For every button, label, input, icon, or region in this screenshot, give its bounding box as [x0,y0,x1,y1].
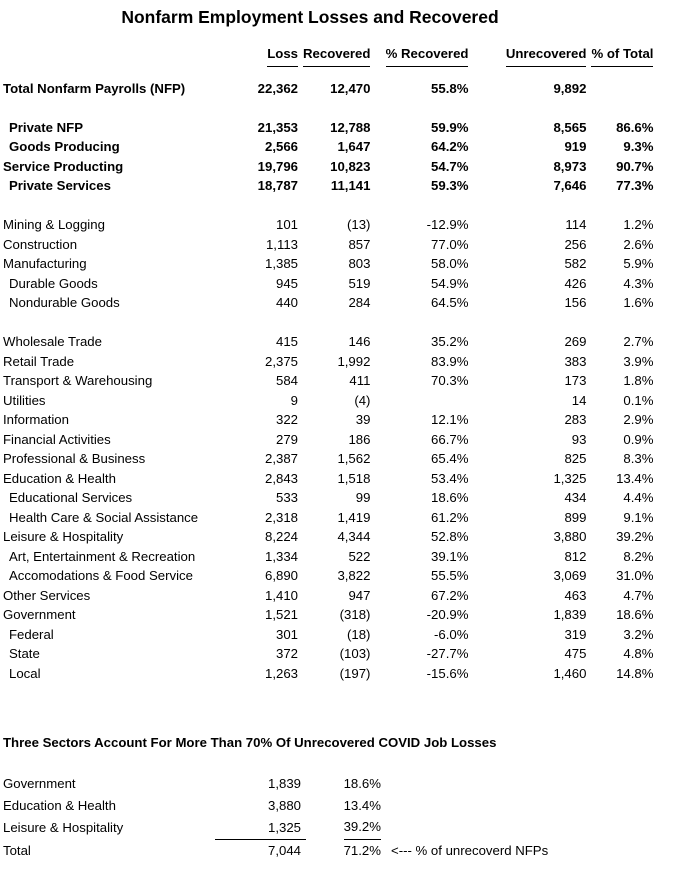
cell-recovered: 3,822 [337,568,371,583]
cell-recovered: 857 [348,236,371,252]
table-row [3,235,658,255]
cell-loss: 1,263 [264,665,298,681]
cell-pct-recovered: 55.8% [431,80,469,96]
row-label: Goods Producing [9,139,120,154]
table-row [3,176,658,196]
table-row [3,254,658,274]
cell-recovered: (18) [347,626,371,642]
cell-unrecovered: 919 [564,139,587,154]
cell-unrecovered: 812 [564,548,587,564]
cell-unrecovered: 383 [564,353,587,369]
cell-loss: 533 [275,490,298,505]
row-label: Transport & Warehousing [3,373,153,388]
cell-pct-of-total: 18.6% [616,607,654,622]
spacer-row [3,196,658,216]
summary-row-label: Education & Health [3,797,116,813]
row-label: Private Services [9,178,111,193]
table-row [3,352,658,372]
cell-pct-of-total: 2.6% [623,236,654,252]
cell-pct-recovered: 83.9% [431,353,469,369]
summary-cell-pct: 71.2% [343,842,381,858]
cell-recovered: 186 [348,431,371,447]
row-label: Educational Services [9,490,133,505]
cell-unrecovered: 156 [564,295,587,310]
cell-unrecovered: 269 [564,334,587,349]
row-label: Art, Entertainment & Recreation [9,548,196,564]
cell-pct-of-total: 77.3% [616,178,654,193]
spacer-row [3,313,658,333]
cell-loss: 301 [275,626,298,642]
table-row [3,293,658,313]
cell-recovered: 1,562 [337,451,371,466]
cell-pct-recovered: -27.7% [426,646,469,661]
cell-recovered: 803 [348,256,371,271]
cell-pct-of-total: 2.9% [623,412,654,427]
cell-pct-of-total: 90.7% [616,158,654,174]
table-row [3,79,658,99]
cell-pct-recovered: 54.7% [431,158,469,174]
cell-recovered: 519 [348,275,371,291]
summary-row-label: Government [3,776,76,791]
table-row [3,469,658,489]
row-label: Nondurable Goods [9,295,120,310]
summary-cell-value: 3,880 [267,797,301,813]
cell-pct-of-total: 1.6% [623,295,654,310]
table-row [3,410,658,430]
cell-unrecovered: 283 [564,412,587,427]
row-label: Durable Goods [9,275,98,291]
header-gap-row [3,67,658,79]
cell-unrecovered: 3,880 [553,529,587,544]
cell-recovered: 12,470 [330,80,371,96]
cell-loss: 2,566 [264,139,298,154]
cell-pct-of-total: 31.0% [616,568,654,583]
cell-loss: 9 [290,392,298,408]
cell-pct-recovered: 52.8% [431,529,469,544]
table-row [3,605,658,625]
cell-unrecovered: 7,646 [553,178,587,193]
cell-recovered: 1,647 [337,139,371,154]
cell-loss: 22,362 [257,80,298,96]
cell-loss: 2,387 [264,451,298,466]
cell-pct-recovered: 70.3% [431,373,469,388]
table-row [3,625,658,645]
cell-loss: 1,113 [265,236,298,252]
cell-recovered: 411 [349,373,371,388]
row-label: Financial Activities [3,431,111,447]
cell-pct-of-total: 1.8% [623,373,654,388]
cell-pct-of-total: 14.8% [616,665,654,681]
cell-loss: 415 [275,334,298,349]
cell-recovered: 39 [355,412,371,427]
summary-row [3,773,674,795]
row-label: Manufacturing [3,256,87,271]
col-header-unrecovered: Unrecovered [473,44,591,67]
cell-loss: 19,796 [257,158,298,174]
cell-recovered: (197) [339,665,371,681]
spacer-row [3,98,658,118]
table-row [3,137,658,157]
cell-loss: 945 [275,275,298,291]
cell-recovered: 1,992 [337,353,371,369]
cell-pct-of-total: 86.6% [616,119,654,135]
cell-recovered: 522 [348,548,371,564]
cell-pct-recovered: 35.2% [431,334,469,349]
cell-unrecovered: 475 [564,646,587,661]
cell-pct-recovered: 67.2% [431,587,469,603]
row-label: Federal [9,626,54,642]
row-label: Private NFP [9,119,84,135]
cell-unrecovered: 899 [564,509,587,525]
cell-loss: 21,353 [257,119,298,135]
cell-unrecovered: 1,460 [553,665,587,681]
summary-cell-value: 7,044 [267,843,301,858]
table-row [3,449,658,469]
row-label: Leisure & Hospitality [3,529,124,544]
table-row [3,157,658,177]
cell-loss: 322 [275,412,298,427]
cell-loss: 18,787 [257,178,298,193]
row-label: Wholesale Trade [3,334,102,349]
cell-pct-recovered [375,391,473,411]
cell-pct-recovered: 61.2% [431,509,469,525]
table-row [3,118,658,138]
summary-table [3,773,674,862]
cell-unrecovered: 825 [564,451,587,466]
cell-unrecovered: 173 [564,373,587,388]
summary-row-label: Leisure & Hospitality [3,820,124,835]
table-row [3,332,658,352]
summary-cell-note [384,795,674,817]
cell-pct-of-total: 5.9% [623,256,654,271]
table-row [3,566,658,586]
summary-row-label: Total [3,842,31,858]
cell-pct-recovered: 54.9% [431,275,469,291]
cell-pct-of-total: 4.4% [623,490,654,505]
row-label: Construction [3,236,78,252]
cell-pct-recovered: -6.0% [434,626,469,642]
cell-pct-of-total: 13.4% [616,470,654,486]
cell-pct-of-total: 0.9% [623,431,654,447]
table-row [3,586,658,606]
cell-pct-of-total: 2.7% [623,334,654,349]
cell-recovered: 947 [348,587,371,603]
cell-loss: 1,385 [264,256,298,271]
cell-recovered: 12,788 [330,119,371,135]
cell-pct-of-total: 4.8% [623,646,654,661]
cell-pct-recovered: 66.7% [431,431,469,447]
summary-cell-value: 1,839 [267,776,301,791]
cell-unrecovered: 319 [564,626,587,642]
cell-loss: 2,375 [264,353,298,369]
row-label: State [9,646,40,661]
cell-pct-recovered: -15.6% [426,665,469,681]
summary-row [3,795,674,817]
cell-loss: 372 [275,646,298,661]
cell-pct-recovered: 39.1% [431,548,469,564]
cell-unrecovered: 114 [565,217,587,232]
cell-pct-recovered: -20.9% [426,607,469,622]
row-label: Government [3,607,76,622]
cell-loss: 584 [275,373,298,388]
table-row [3,371,658,391]
cell-unrecovered: 1,839 [553,607,587,622]
cell-recovered: 4,344 [337,529,371,544]
col-header-pct-of-total: % of Total [591,44,658,67]
cell-recovered: (103) [339,646,371,661]
cell-loss: 2,318 [264,509,298,525]
cell-unrecovered: 582 [564,256,587,271]
cell-unrecovered: 463 [564,587,587,603]
cell-unrecovered: 256 [564,236,587,252]
cell-unrecovered: 14 [571,392,587,408]
cell-loss: 1,410 [264,587,298,603]
cell-loss: 8,224 [264,529,298,544]
col-header-pct-recovered: % Recovered [375,44,473,67]
cell-pct-recovered: 55.5% [431,568,469,583]
row-label: Total Nonfarm Payrolls (NFP) [3,80,186,96]
table-row [3,547,658,567]
summary-heading: Three Sectors Account For More Than 70% Of Unrecovered COVID Job Losses [3,735,497,750]
row-label: Accomodations & Food Service [9,568,193,583]
cell-pct-of-total: 1.2% [623,217,654,232]
row-label: Mining & Logging [3,217,105,232]
cell-pct-of-total: 39.2% [616,529,654,544]
cell-recovered: 1,518 [337,470,371,486]
table-row [3,664,658,684]
row-label: Other Services [3,587,91,603]
row-label: Health Care & Social Assistance [9,509,199,525]
cell-recovered: 284 [348,295,371,310]
row-label: Professional & Business [3,451,146,466]
cell-loss: 1,521 [264,607,298,622]
cell-pct-recovered: -12.9% [426,217,469,232]
col-header-loss: Loss [235,44,303,67]
cell-pct-of-total: 8.2% [623,548,654,564]
cell-recovered: (13) [347,217,371,232]
cell-loss: 101 [275,217,298,232]
cell-pct-recovered: 59.9% [431,119,469,135]
cell-pct-recovered: 59.3% [431,178,469,193]
cell-pct-of-total: 9.1% [623,509,654,525]
page-title: Nonfarm Employment Losses and Recovered [121,7,499,27]
cell-recovered: 10,823 [330,158,371,174]
cell-unrecovered: 1,325 [553,470,587,486]
table-row [3,644,658,664]
cell-loss: 2,843 [264,470,298,486]
table-row [3,430,658,450]
col-header-blank [3,44,235,67]
row-label: Information [3,412,69,427]
cell-pct-of-total: 4.3% [623,275,654,291]
row-label: Service Producting [3,158,124,174]
summary-cell-note: <--- % of unrecoverd NFPs [391,842,549,858]
cell-pct-of-total: 4.7% [623,587,654,603]
cell-recovered: (318) [339,607,371,622]
cell-pct-recovered: 53.4% [431,470,469,486]
summary-cell-pct: 18.6% [343,776,381,791]
table-row [3,215,658,235]
cell-pct-of-total: 9.3% [623,139,654,154]
summary-row [3,840,674,862]
cell-loss: 440 [275,295,298,310]
table-row [3,274,658,294]
header-row [3,44,658,67]
summary-cell-note [384,816,674,840]
cell-pct-of-total: 3.9% [623,353,654,369]
summary-cell-value: 1,325 [215,816,306,840]
cell-pct-recovered: 65.4% [431,451,469,466]
summary-row [3,816,674,840]
cell-unrecovered: 8,565 [553,119,587,135]
cell-unrecovered: 3,069 [553,568,587,583]
main-table [3,44,658,683]
row-label: Local [9,665,41,681]
cell-pct-recovered: 58.0% [431,256,469,271]
cell-loss: 1,334 [264,548,298,564]
cell-unrecovered: 93 [571,431,587,447]
cell-pct-of-total: 3.2% [623,626,654,642]
cell-loss: 279 [275,431,298,447]
row-label: Education & Health [3,470,116,486]
cell-pct-of-total [591,79,658,99]
cell-unrecovered: 426 [564,275,587,291]
cell-unrecovered: 434 [564,490,587,505]
table-row [3,488,658,508]
cell-pct-of-total: 0.1% [623,392,654,408]
cell-recovered: 146 [348,334,371,349]
summary-cell-pct: 39.2% [306,816,384,840]
row-label: Retail Trade [3,353,75,369]
cell-loss: 6,890 [264,568,298,583]
cell-pct-recovered: 12.1% [431,412,469,427]
cell-pct-of-total: 8.3% [623,451,654,466]
cell-unrecovered: 9,892 [553,80,587,96]
row-label: Utilities [3,392,46,408]
table-row [3,391,658,411]
table-row [3,508,658,528]
cell-recovered: 11,141 [330,178,371,193]
summary-cell-note [384,773,674,795]
cell-pct-recovered: 64.5% [431,295,469,310]
cell-pct-recovered: 18.6% [431,490,469,505]
table-row [3,527,658,547]
col-header-recovered: Recovered [303,44,375,67]
cell-pct-recovered: 77.0% [431,236,469,252]
cell-recovered: 99 [355,490,371,505]
cell-recovered: 1,419 [337,509,371,525]
summary-cell-pct: 13.4% [343,797,381,813]
cell-recovered: (4) [354,392,371,408]
cell-unrecovered: 8,973 [553,158,587,174]
cell-pct-recovered: 64.2% [431,139,469,154]
